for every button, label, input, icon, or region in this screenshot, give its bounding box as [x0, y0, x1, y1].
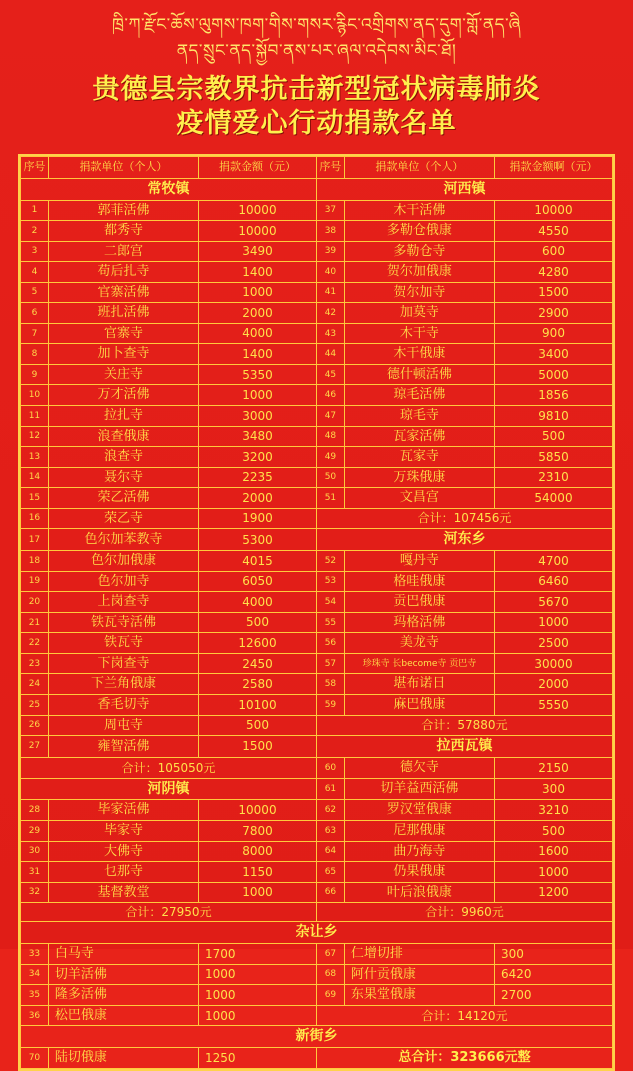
- row-amount: 4550: [495, 221, 613, 242]
- row-index: 53: [316, 571, 344, 592]
- row-index: 68: [316, 964, 344, 985]
- row-index: 70: [21, 1048, 49, 1069]
- row-unit-name: 仁增切排: [344, 944, 494, 965]
- row-unit-name: 万才活佛: [48, 385, 198, 406]
- row-amount: 6420: [495, 964, 613, 985]
- row-unit-name: 切羊益西活佛: [344, 778, 494, 800]
- row-index: 26: [21, 715, 49, 736]
- row-index: 10: [21, 385, 49, 406]
- table-row: [21, 405, 613, 426]
- page-title: [0, 73, 633, 142]
- table-row: [21, 262, 613, 283]
- row-index: 22: [21, 633, 49, 654]
- row-index: 6: [21, 303, 49, 324]
- row-index: 65: [316, 862, 344, 883]
- row-unit-name: 文昌宫: [344, 488, 494, 509]
- row-amount: 1000: [199, 964, 317, 985]
- row-unit-name: 德什顿活佛: [344, 364, 494, 385]
- row-amount: 12600: [199, 633, 317, 654]
- row-index: 9: [21, 364, 49, 385]
- row-index: 7: [21, 323, 49, 344]
- row-index: 45: [316, 364, 344, 385]
- row-unit-name: 周屯寺: [48, 715, 198, 736]
- section-header-right: 河西镇: [316, 178, 612, 200]
- section-total-left: 合计：27950元: [21, 903, 317, 922]
- row-unit-name: 加莫寺: [344, 303, 494, 324]
- row-index: 61: [316, 778, 344, 800]
- row-amount: 1856: [495, 385, 613, 406]
- table-row-final: [21, 1048, 613, 1069]
- row-unit-name: 贡巴俄康: [344, 592, 494, 613]
- row-unit-name: 下岗查寺: [48, 653, 198, 674]
- section-header-left: 常牧镇: [21, 178, 317, 200]
- row-amount: 2000: [199, 303, 317, 324]
- row-amount: 1400: [199, 262, 317, 283]
- table-row: [21, 529, 613, 551]
- donation-table-wrapper: [18, 154, 615, 1071]
- row-amount: 9810: [495, 405, 613, 426]
- row-unit-name: 郭菲活佛: [48, 200, 198, 221]
- section-header-row-zarang: [21, 922, 613, 944]
- row-index: 41: [316, 282, 344, 303]
- row-unit-name: 色尔加寺: [48, 571, 198, 592]
- row-amount: 2450: [199, 653, 317, 674]
- page-title-line-1: 贵德县宗教界抗击新型冠状病毒肺炎: [92, 73, 541, 105]
- row-amount: 54000: [495, 488, 613, 509]
- row-unit-name: 珍珠寺 长become寺 贡巴寺: [344, 653, 494, 674]
- row-amount: 5850: [495, 447, 613, 468]
- row-amount: 2900: [495, 303, 613, 324]
- row-index: 4: [21, 262, 49, 283]
- row-amount: 10000: [199, 200, 317, 221]
- row-amount: 500: [199, 612, 317, 633]
- section-total-right: 合计：14120元: [316, 1005, 612, 1026]
- row-index: 66: [316, 882, 344, 903]
- row-unit-name: 万珠俄康: [344, 467, 494, 488]
- row-unit-name: 仍果俄康: [344, 862, 494, 883]
- row-amount: 3000: [199, 405, 317, 426]
- row-unit-name: 官寨寺: [48, 323, 198, 344]
- grand-total: 总合计：323666元整: [316, 1048, 612, 1069]
- row-amount: 10000: [199, 221, 317, 242]
- row-amount: 1700: [199, 944, 317, 965]
- row-index: 19: [21, 571, 49, 592]
- row-unit-name: 叶后浪俄康: [344, 882, 494, 903]
- tibetan-header: [0, 0, 633, 67]
- row-unit-name: 瓦家活佛: [344, 426, 494, 447]
- table-row: [21, 221, 613, 242]
- row-unit-name: 大佛寺: [48, 841, 198, 862]
- row-amount: 2310: [495, 467, 613, 488]
- row-unit-name: 都秀寺: [48, 221, 198, 242]
- row-index: 38: [316, 221, 344, 242]
- row-amount: 600: [495, 241, 613, 262]
- row-index: 11: [21, 405, 49, 426]
- row-index: 12: [21, 426, 49, 447]
- row-unit-name: 罗汉堂俄康: [344, 800, 494, 821]
- section-header-right: 拉西瓦镇: [316, 736, 612, 758]
- column-header-idx-2: 序号: [316, 156, 344, 178]
- table-row: [21, 344, 613, 365]
- row-index: 59: [316, 694, 344, 715]
- row-index: 32: [21, 882, 49, 903]
- row-unit-name: 毕家寺: [48, 820, 198, 841]
- row-index: 55: [316, 612, 344, 633]
- column-header-unit: 捐款单位（个人）: [48, 156, 198, 178]
- row-amount: 1900: [199, 508, 317, 529]
- row-index: 2: [21, 221, 49, 242]
- row-amount: 8000: [199, 841, 317, 862]
- row-amount: 5300: [199, 529, 317, 551]
- row-unit-name: 加卜查寺: [48, 344, 198, 365]
- row-amount: 1000: [495, 612, 613, 633]
- row-index: 20: [21, 592, 49, 613]
- row-unit-name: 荣乙寺: [48, 508, 198, 529]
- row-amount: 3200: [199, 447, 317, 468]
- row-index: 15: [21, 488, 49, 509]
- table-row: [21, 694, 613, 715]
- table-row: [21, 1005, 613, 1026]
- row-amount: 3210: [495, 800, 613, 821]
- row-unit-name: 麻巴俄康: [344, 694, 494, 715]
- row-unit-name: 色尔加俄康: [48, 551, 198, 572]
- table-row: [21, 862, 613, 883]
- row-amount: 1000: [199, 385, 317, 406]
- row-index: 44: [316, 344, 344, 365]
- table-row: [21, 323, 613, 344]
- row-amount: 10000: [199, 800, 317, 821]
- table-row: [21, 200, 613, 221]
- row-index: 36: [21, 1005, 49, 1026]
- page-title-line-2: 疫情爱心行动捐款名单: [176, 108, 457, 140]
- row-index: 29: [21, 820, 49, 841]
- row-amount: 2235: [199, 467, 317, 488]
- row-amount: 500: [199, 715, 317, 736]
- row-index: 33: [21, 944, 49, 965]
- row-unit-name: 铁瓦寺: [48, 633, 198, 654]
- section-header-row-xinjie: [21, 1026, 613, 1048]
- row-unit-name: 基督教堂: [48, 882, 198, 903]
- row-amount: 5550: [495, 694, 613, 715]
- row-index: 24: [21, 674, 49, 695]
- row-index: 8: [21, 344, 49, 365]
- row-index: 27: [21, 736, 49, 758]
- row-amount: 5670: [495, 592, 613, 613]
- row-unit-name: 白马寺: [48, 944, 198, 965]
- row-unit-name: 浪查俄康: [48, 426, 198, 447]
- row-unit-name: 松巴俄康: [48, 1005, 198, 1026]
- row-unit-name: 曲乃海寺: [344, 841, 494, 862]
- row-amount: 1200: [495, 882, 613, 903]
- row-index: 3: [21, 241, 49, 262]
- row-unit-name: 东果堂俄康: [344, 985, 494, 1006]
- row-index: 18: [21, 551, 49, 572]
- row-amount: 30000: [495, 653, 613, 674]
- row-amount: 3490: [199, 241, 317, 262]
- row-unit-name: 嘎丹寺: [344, 551, 494, 572]
- row-unit-name: 堪布诺日: [344, 674, 494, 695]
- column-header-amount-2: 捐款金额啊（元）: [495, 156, 613, 178]
- row-unit-name: 苟后扎寺: [48, 262, 198, 283]
- row-unit-name: 琼毛活佛: [344, 385, 494, 406]
- row-unit-name: 尼那俄康: [344, 820, 494, 841]
- row-index: 64: [316, 841, 344, 862]
- tibetan-line-1: ཁྲི་ཀ་རྫོང་ཆོས་ལུགས་ཁག་གིས་གསར་རྙིང་འགྲིགས་ནད་དུག་གློ་ནད་ཞི: [112, 15, 521, 35]
- row-amount: 2000: [495, 674, 613, 695]
- table-row: [21, 426, 613, 447]
- row-index: 35: [21, 985, 49, 1006]
- row-index: 46: [316, 385, 344, 406]
- row-amount: 6050: [199, 571, 317, 592]
- row-amount: 300: [495, 944, 613, 965]
- column-header-idx: 序号: [21, 156, 49, 178]
- row-index: 63: [316, 820, 344, 841]
- row-unit-name: 多勒仓寺: [344, 241, 494, 262]
- table-row: [21, 364, 613, 385]
- row-unit-name: 班扎活佛: [48, 303, 198, 324]
- row-unit-name: 木干活佛: [344, 200, 494, 221]
- row-unit-name: 香毛切寺: [48, 694, 198, 715]
- section-header-left: 河阴镇: [21, 778, 317, 800]
- row-index: 1: [21, 200, 49, 221]
- row-unit-name: 木干寺: [344, 323, 494, 344]
- row-amount: 1000: [199, 882, 317, 903]
- table-row: [21, 282, 613, 303]
- row-index: 51: [316, 488, 344, 509]
- table-row: [21, 964, 613, 985]
- row-index: 31: [21, 862, 49, 883]
- section-header-xinjie: 新街乡: [21, 1026, 613, 1048]
- table-row: [21, 882, 613, 903]
- tibetan-line-2: ནད་སྲུང་ནད་སྐྱོབ་ནས་པར་ཞལ་འདེབས་མིང་ཐོ།: [176, 41, 457, 62]
- row-amount: 3480: [199, 426, 317, 447]
- row-unit-name: 隆多活佛: [48, 985, 198, 1006]
- row-amount: 4000: [199, 592, 317, 613]
- row-index: 5: [21, 282, 49, 303]
- row-index: 23: [21, 653, 49, 674]
- table-row: [21, 633, 613, 654]
- table-row: [21, 736, 613, 758]
- row-unit-name: 贺尔加寺: [344, 282, 494, 303]
- row-unit-name: 铁瓦寺活佛: [48, 612, 198, 633]
- row-unit-name: 阿什贡俄康: [344, 964, 494, 985]
- row-index: 60: [316, 757, 344, 778]
- row-index: 69: [316, 985, 344, 1006]
- row-unit-name: 多勒仓俄康: [344, 221, 494, 242]
- table-row: [21, 757, 613, 778]
- row-amount: 7800: [199, 820, 317, 841]
- table-row: [21, 178, 613, 200]
- row-amount: 3400: [495, 344, 613, 365]
- donation-table: [20, 156, 613, 1069]
- table-row: [21, 303, 613, 324]
- row-index: 67: [316, 944, 344, 965]
- row-amount: 2150: [495, 757, 613, 778]
- row-index: 50: [316, 467, 344, 488]
- section-total-right: 合计：57880元: [316, 715, 612, 736]
- table-row: [21, 592, 613, 613]
- row-index: 52: [316, 551, 344, 572]
- row-unit-name: 下兰角俄康: [48, 674, 198, 695]
- row-unit-name: 色尔加苯教寺: [48, 529, 198, 551]
- row-amount: 4280: [495, 262, 613, 283]
- row-index: 16: [21, 508, 49, 529]
- row-unit-name: 陆切俄康: [48, 1048, 198, 1069]
- section-header-right: 河东乡: [316, 529, 612, 551]
- row-unit-name: 聂尔寺: [48, 467, 198, 488]
- row-index: 47: [316, 405, 344, 426]
- row-index: 48: [316, 426, 344, 447]
- row-amount: 1500: [495, 282, 613, 303]
- table-row: [21, 903, 613, 922]
- row-unit-name: 木干俄康: [344, 344, 494, 365]
- row-amount: 10000: [495, 200, 613, 221]
- row-amount: 4700: [495, 551, 613, 572]
- row-amount: 1000: [199, 282, 317, 303]
- row-index: 62: [316, 800, 344, 821]
- table-row: [21, 778, 613, 800]
- row-unit-name: 瓦家寺: [344, 447, 494, 468]
- row-unit-name: 乜那寺: [48, 862, 198, 883]
- row-amount: 900: [495, 323, 613, 344]
- row-index: 57: [316, 653, 344, 674]
- table-row: [21, 447, 613, 468]
- row-index: 37: [316, 200, 344, 221]
- row-amount: 4000: [199, 323, 317, 344]
- row-amount: 1000: [199, 985, 317, 1006]
- row-amount: 5350: [199, 364, 317, 385]
- row-amount: 2000: [199, 488, 317, 509]
- table-row: [21, 551, 613, 572]
- row-amount: 10100: [199, 694, 317, 715]
- row-unit-name: 玛格活佛: [344, 612, 494, 633]
- section-total-right: 合计：107456元: [316, 508, 612, 529]
- table-row: [21, 571, 613, 592]
- section-total-right: 合计：9960元: [316, 903, 612, 922]
- row-amount: 1000: [199, 1005, 317, 1026]
- table-row: [21, 385, 613, 406]
- table-row: [21, 800, 613, 821]
- row-unit-name: 格哇俄康: [344, 571, 494, 592]
- column-header-amount: 捐款金额（元）: [199, 156, 317, 178]
- row-index: 56: [316, 633, 344, 654]
- table-row: [21, 985, 613, 1006]
- row-index: 17: [21, 529, 49, 551]
- row-unit-name: 官寨活佛: [48, 282, 198, 303]
- row-amount: 500: [495, 820, 613, 841]
- row-amount: 1400: [199, 344, 317, 365]
- row-amount: 300: [495, 778, 613, 800]
- row-amount: 6460: [495, 571, 613, 592]
- row-amount: 2500: [495, 633, 613, 654]
- row-amount: 1150: [199, 862, 317, 883]
- row-amount: 1600: [495, 841, 613, 862]
- table-row: [21, 488, 613, 509]
- table-row: [21, 508, 613, 529]
- row-unit-name: 琼毛寺: [344, 405, 494, 426]
- row-index: 54: [316, 592, 344, 613]
- row-index: 34: [21, 964, 49, 985]
- row-amount: 5000: [495, 364, 613, 385]
- row-index: 14: [21, 467, 49, 488]
- row-unit-name: 荣乙活佛: [48, 488, 198, 509]
- table-row: [21, 841, 613, 862]
- donation-table-body: [21, 156, 613, 1068]
- row-unit-name: 德欠寺: [344, 757, 494, 778]
- row-amount: 2700: [495, 985, 613, 1006]
- row-unit-name: 拉扎寺: [48, 405, 198, 426]
- row-index: 30: [21, 841, 49, 862]
- row-unit-name: 浪查寺: [48, 447, 198, 468]
- row-amount: 1250: [199, 1048, 317, 1069]
- row-unit-name: 关庄寺: [48, 364, 198, 385]
- row-amount: 2580: [199, 674, 317, 695]
- row-index: 43: [316, 323, 344, 344]
- row-unit-name: 二郎宫: [48, 241, 198, 262]
- row-unit-name: 贺尔加俄康: [344, 262, 494, 283]
- row-amount: 4015: [199, 551, 317, 572]
- row-index: 25: [21, 694, 49, 715]
- row-unit-name: 切羊活佛: [48, 964, 198, 985]
- row-unit-name: 美龙寺: [344, 633, 494, 654]
- section-total-left: 合计：105050元: [21, 757, 317, 778]
- row-index: 49: [316, 447, 344, 468]
- table-row: [21, 612, 613, 633]
- row-amount: 1500: [199, 736, 317, 758]
- row-index: 28: [21, 800, 49, 821]
- column-header-unit-2: 捐款单位（个人）: [344, 156, 494, 178]
- row-unit-name: 上岗查寺: [48, 592, 198, 613]
- row-unit-name: 雍智活佛: [48, 736, 198, 758]
- row-amount: 500: [495, 426, 613, 447]
- table-header-row: [21, 156, 613, 178]
- table-row: [21, 467, 613, 488]
- row-index: 42: [316, 303, 344, 324]
- row-index: 58: [316, 674, 344, 695]
- table-row: [21, 820, 613, 841]
- row-unit-name: 毕家活佛: [48, 800, 198, 821]
- row-index: 39: [316, 241, 344, 262]
- table-row: [21, 674, 613, 695]
- row-index: 13: [21, 447, 49, 468]
- section-header-zarang: 杂让乡: [21, 922, 613, 944]
- row-amount: 1000: [495, 862, 613, 883]
- table-row: [21, 653, 613, 674]
- table-row: [21, 715, 613, 736]
- row-index: 21: [21, 612, 49, 633]
- table-row: [21, 944, 613, 965]
- table-row: [21, 241, 613, 262]
- row-index: 40: [316, 262, 344, 283]
